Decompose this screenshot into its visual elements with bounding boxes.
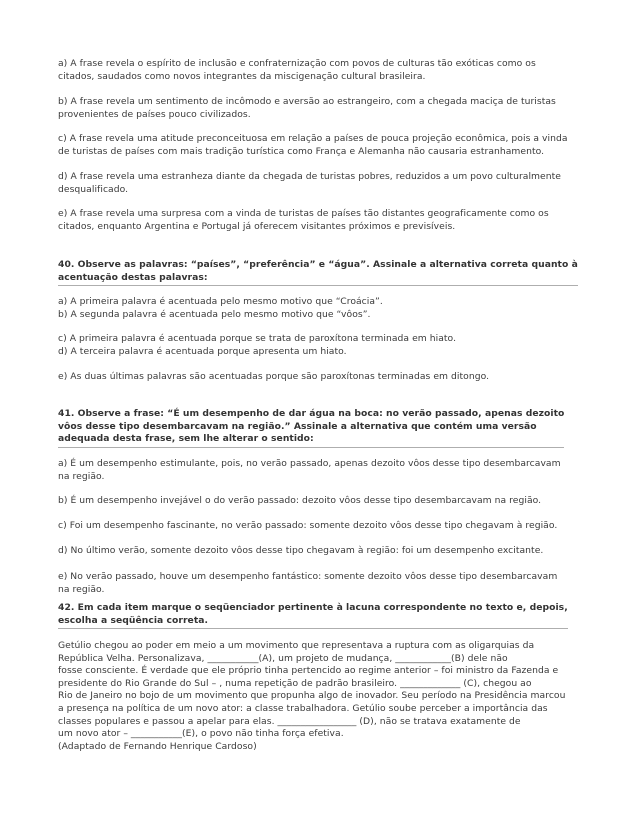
question-prompt xyxy=(58,408,564,448)
text-line: citados, saudados como novos integrantes da miscigenação cultural brasileira. xyxy=(58,70,426,82)
text-line: c) Foi um desempenho fascinante, no verão passado: somente dezoito vôos desse tipo chegavam à região. xyxy=(58,520,558,531)
text-line: acentuação destas palavras: xyxy=(58,271,208,283)
question-divider xyxy=(58,447,564,448)
question-prompt xyxy=(58,602,568,629)
answer-option xyxy=(58,58,536,83)
text-line: na região. xyxy=(58,583,105,595)
question-divider xyxy=(58,628,568,629)
text-line: b) A frase revela um sentimento de incômodo e aversão ao estrangeiro, com a chegada maciça de turistas xyxy=(58,96,556,107)
text-line: fosse consciente. É verdade que ele próprio tinha pertencido ao regime anterior – foi ministro da Fazenda e xyxy=(58,665,559,677)
answer-option xyxy=(58,208,549,233)
text-line: a) A frase revela o espírito de inclusão e confraternização com povos de culturas tão exóticas como os xyxy=(58,58,536,69)
text-line: 41. Observe a frase: “É um desempenho de dar água na boca: no verão passado, apenas dezoito xyxy=(58,408,565,419)
text-line: a) A primeira palavra é acentuada pelo mesmo motivo que “Croácia”. xyxy=(58,296,383,307)
answer-option xyxy=(58,458,561,483)
text-line: b) A segunda palavra é acentuada pelo mesmo motivo que “vôos”. xyxy=(58,308,371,320)
answer-option xyxy=(58,333,456,358)
text-line: um novo ator – ___________(E), o povo não tinha força efetiva. xyxy=(58,728,344,740)
text-line: escolha a seqüência correta. xyxy=(58,614,209,626)
text-line: desqualificado. xyxy=(58,183,129,195)
text-line: (Adaptado de Fernando Henrique Cardoso) xyxy=(58,740,257,752)
text-line: e) A frase revela uma surpresa com a vinda de turistas de países tão distantes geograficamente como os xyxy=(58,208,549,219)
answer-option xyxy=(58,96,556,121)
answer-option xyxy=(58,133,568,158)
text-line: d) A terceira palavra é acentuada porque apresenta um hiato. xyxy=(58,345,347,357)
text-line: c) A frase revela uma atitude preconceituosa em relação a países de pouca projeção econômica, pois a vinda xyxy=(58,133,568,144)
answer-option xyxy=(58,296,383,321)
text-line: citados, enquanto Argentina e Portugal já oferecem visitantes próximos e previsíveis. xyxy=(58,220,456,232)
text-line: provenientes de países pouco civilizados. xyxy=(58,108,251,120)
passage-text xyxy=(58,640,565,753)
text-line: República Velha. Personalizava, ___________(A), um projeto de mudança, ____________(B) dele não xyxy=(58,652,508,664)
text-line: 42. Em cada item marque o seqüenciador pertinente à lacuna correspondente no texto e, depois, xyxy=(58,602,568,613)
text-line: na região. xyxy=(58,470,105,482)
text-line: presidente do Rio Grande do Sul – , numa repetição de padrão brasileiro. _____________ (C), chegou ao xyxy=(58,677,532,689)
text-line: classes populares e passou a apelar para elas. _________________ (D), não se tratava exatamente de xyxy=(58,715,521,727)
text-line: c) A primeira palavra é acentuada porque se trata de paroxítona terminada em hiato. xyxy=(58,333,457,344)
text-line: d) No último verão, somente dezoito vôos desse tipo chegavam à região: foi um desempenho excitante. xyxy=(58,545,544,556)
question-prompt xyxy=(58,259,578,286)
text-line: a) É um desempenho estimulante, pois, no verão passado, apenas dezoito vôos desse tipo desembarcavam xyxy=(58,458,561,469)
text-line: e) No verão passado, houve um desempenho fantástico: somente dezoito vôos desse tipo desembarcavam xyxy=(58,571,558,582)
text-line: a presença na política de um novo ator: a classe trabalhadora. Getúlio soube perceber a importância das xyxy=(58,702,548,714)
question-divider xyxy=(58,285,578,286)
answer-option xyxy=(58,371,489,384)
answer-option xyxy=(58,545,543,558)
text-line: vôos desse tipo desembarcavam na região.” Assinale a alternativa que contém uma versão xyxy=(58,420,537,432)
text-line: Rio de Janeiro no bojo de um movimento que propunha algo de inovador. Seu período na Presidência marcou xyxy=(58,690,566,702)
text-line: b) É um desempenho invejável o do verão passado: dezoito vôos desse tipo desembarcavam na região. xyxy=(58,495,542,506)
text-line: adequada desta frase, sem lhe alterar o sentido: xyxy=(58,433,314,445)
text-line: d) A frase revela uma estranheza diante da chegada de turistas pobres, reduzidos a um povo culturalmente xyxy=(58,171,561,182)
text-line: e) As duas últimas palavras são acentuadas porque são paroxítonas terminadas em ditongo. xyxy=(58,371,490,382)
text-line: Getúlio chegou ao poder em meio a um movimento que representava a ruptura com as oligarquias da xyxy=(58,640,535,651)
answer-option xyxy=(58,520,557,533)
answer-option xyxy=(58,171,561,196)
answer-option xyxy=(58,495,541,508)
text-line: 40. Observe as palavras: “países”, “preferência” e “água”. Assinale a alternativa correta quanto à xyxy=(58,259,578,270)
answer-option xyxy=(58,571,557,596)
text-line: de turistas de países com mais tradição turística como França e Alemanha não causaria estranhamento. xyxy=(58,145,545,157)
